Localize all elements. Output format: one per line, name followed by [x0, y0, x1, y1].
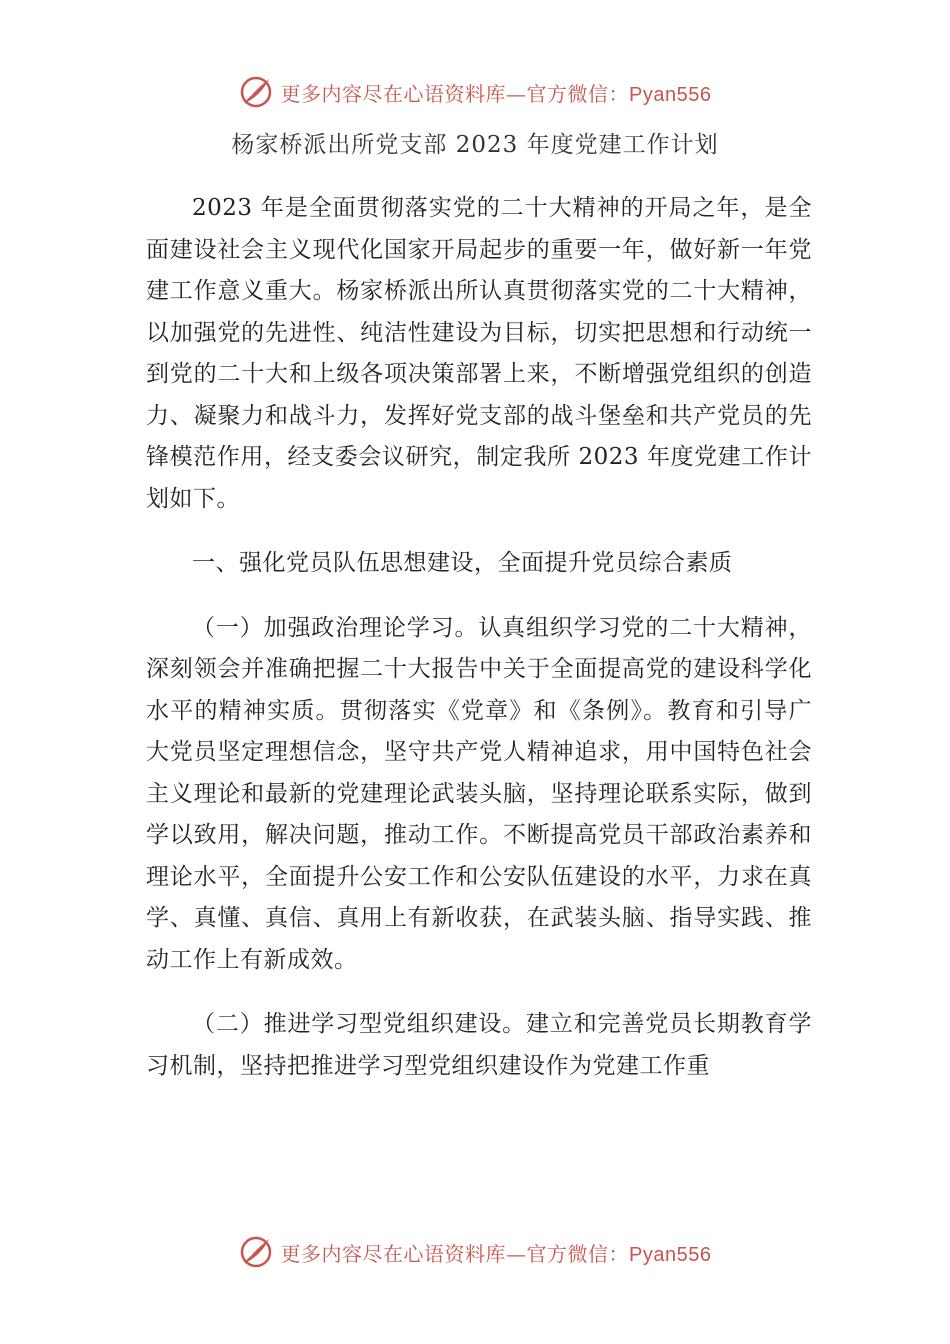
- wechat-id: Pyan556: [629, 1243, 712, 1266]
- watermark-banner-top: [0, 72, 950, 112]
- watermark-text: 更多内容尽在心语资料库—官方微信：Pyan556: [280, 1241, 712, 1266]
- wechat-id: Pyan556: [629, 83, 712, 106]
- watermark-banner-bottom: [0, 1232, 950, 1272]
- document-title: 杨家桥派出所党支部 2023 年度党建工作计划: [231, 132, 719, 158]
- watermark-text: 更多内容尽在心语资料库—官方微信：Pyan556: [280, 81, 712, 106]
- section-heading-1: 一、强化党员队伍思想建设，全面提升党员综合素质: [192, 550, 733, 576]
- section1-paragraph-2: （二）推进学习型党组织建设。建立和完善党员长期教育学习机制，坚持把推进学习型党组织建设作为党建工作重: [146, 1011, 812, 1079]
- section1-paragraph-1: （一）加强政治理论学习。认真组织学习党的二十大精神，深刻领会并准确把握二十大报告中关于全面提高党的建设科学化水平的精神实质。贯彻落实《党章》和《条例》。教育和引导广大党员坚定理想信念，坚守共产党人精神追求，用中国特色社会主义理论和最新的党建理论武装头脑，坚持理论联系实际，做到学以致用，解决问题，推动工作。不断提高党员干部政治素养和理论水平，全面提升公安工作和公安队伍建设的水平，力求在真学、真懂、真信、真用上有新收获，在武装头脑、指导实践、推动工作上有新成效。: [146, 614, 812, 973]
- quill-logo-icon: [239, 1235, 273, 1269]
- intro-paragraph: 2023 年是全面贯彻落实党的二十大精神的开局之年，是全面建设社会主义现代化国家开局起步的重要一年，做好新一年党建工作意义重大。杨家桥派出所认真贯彻落实党的二十大精神，以加强党的先进性、纯洁性建设为目标，切实把思想和行动统一到党的二十大和上级各项决策部署上来，不断增强党组织的创造力、凝聚力和战斗力，发挥好党支部的战斗堡垒和共产党员的先锋模范作用，经支委会议研究，制定我所 2023 年度党建工作计划如下。: [146, 195, 812, 512]
- quill-logo-icon: [239, 75, 273, 109]
- document-body: [146, 188, 812, 1110]
